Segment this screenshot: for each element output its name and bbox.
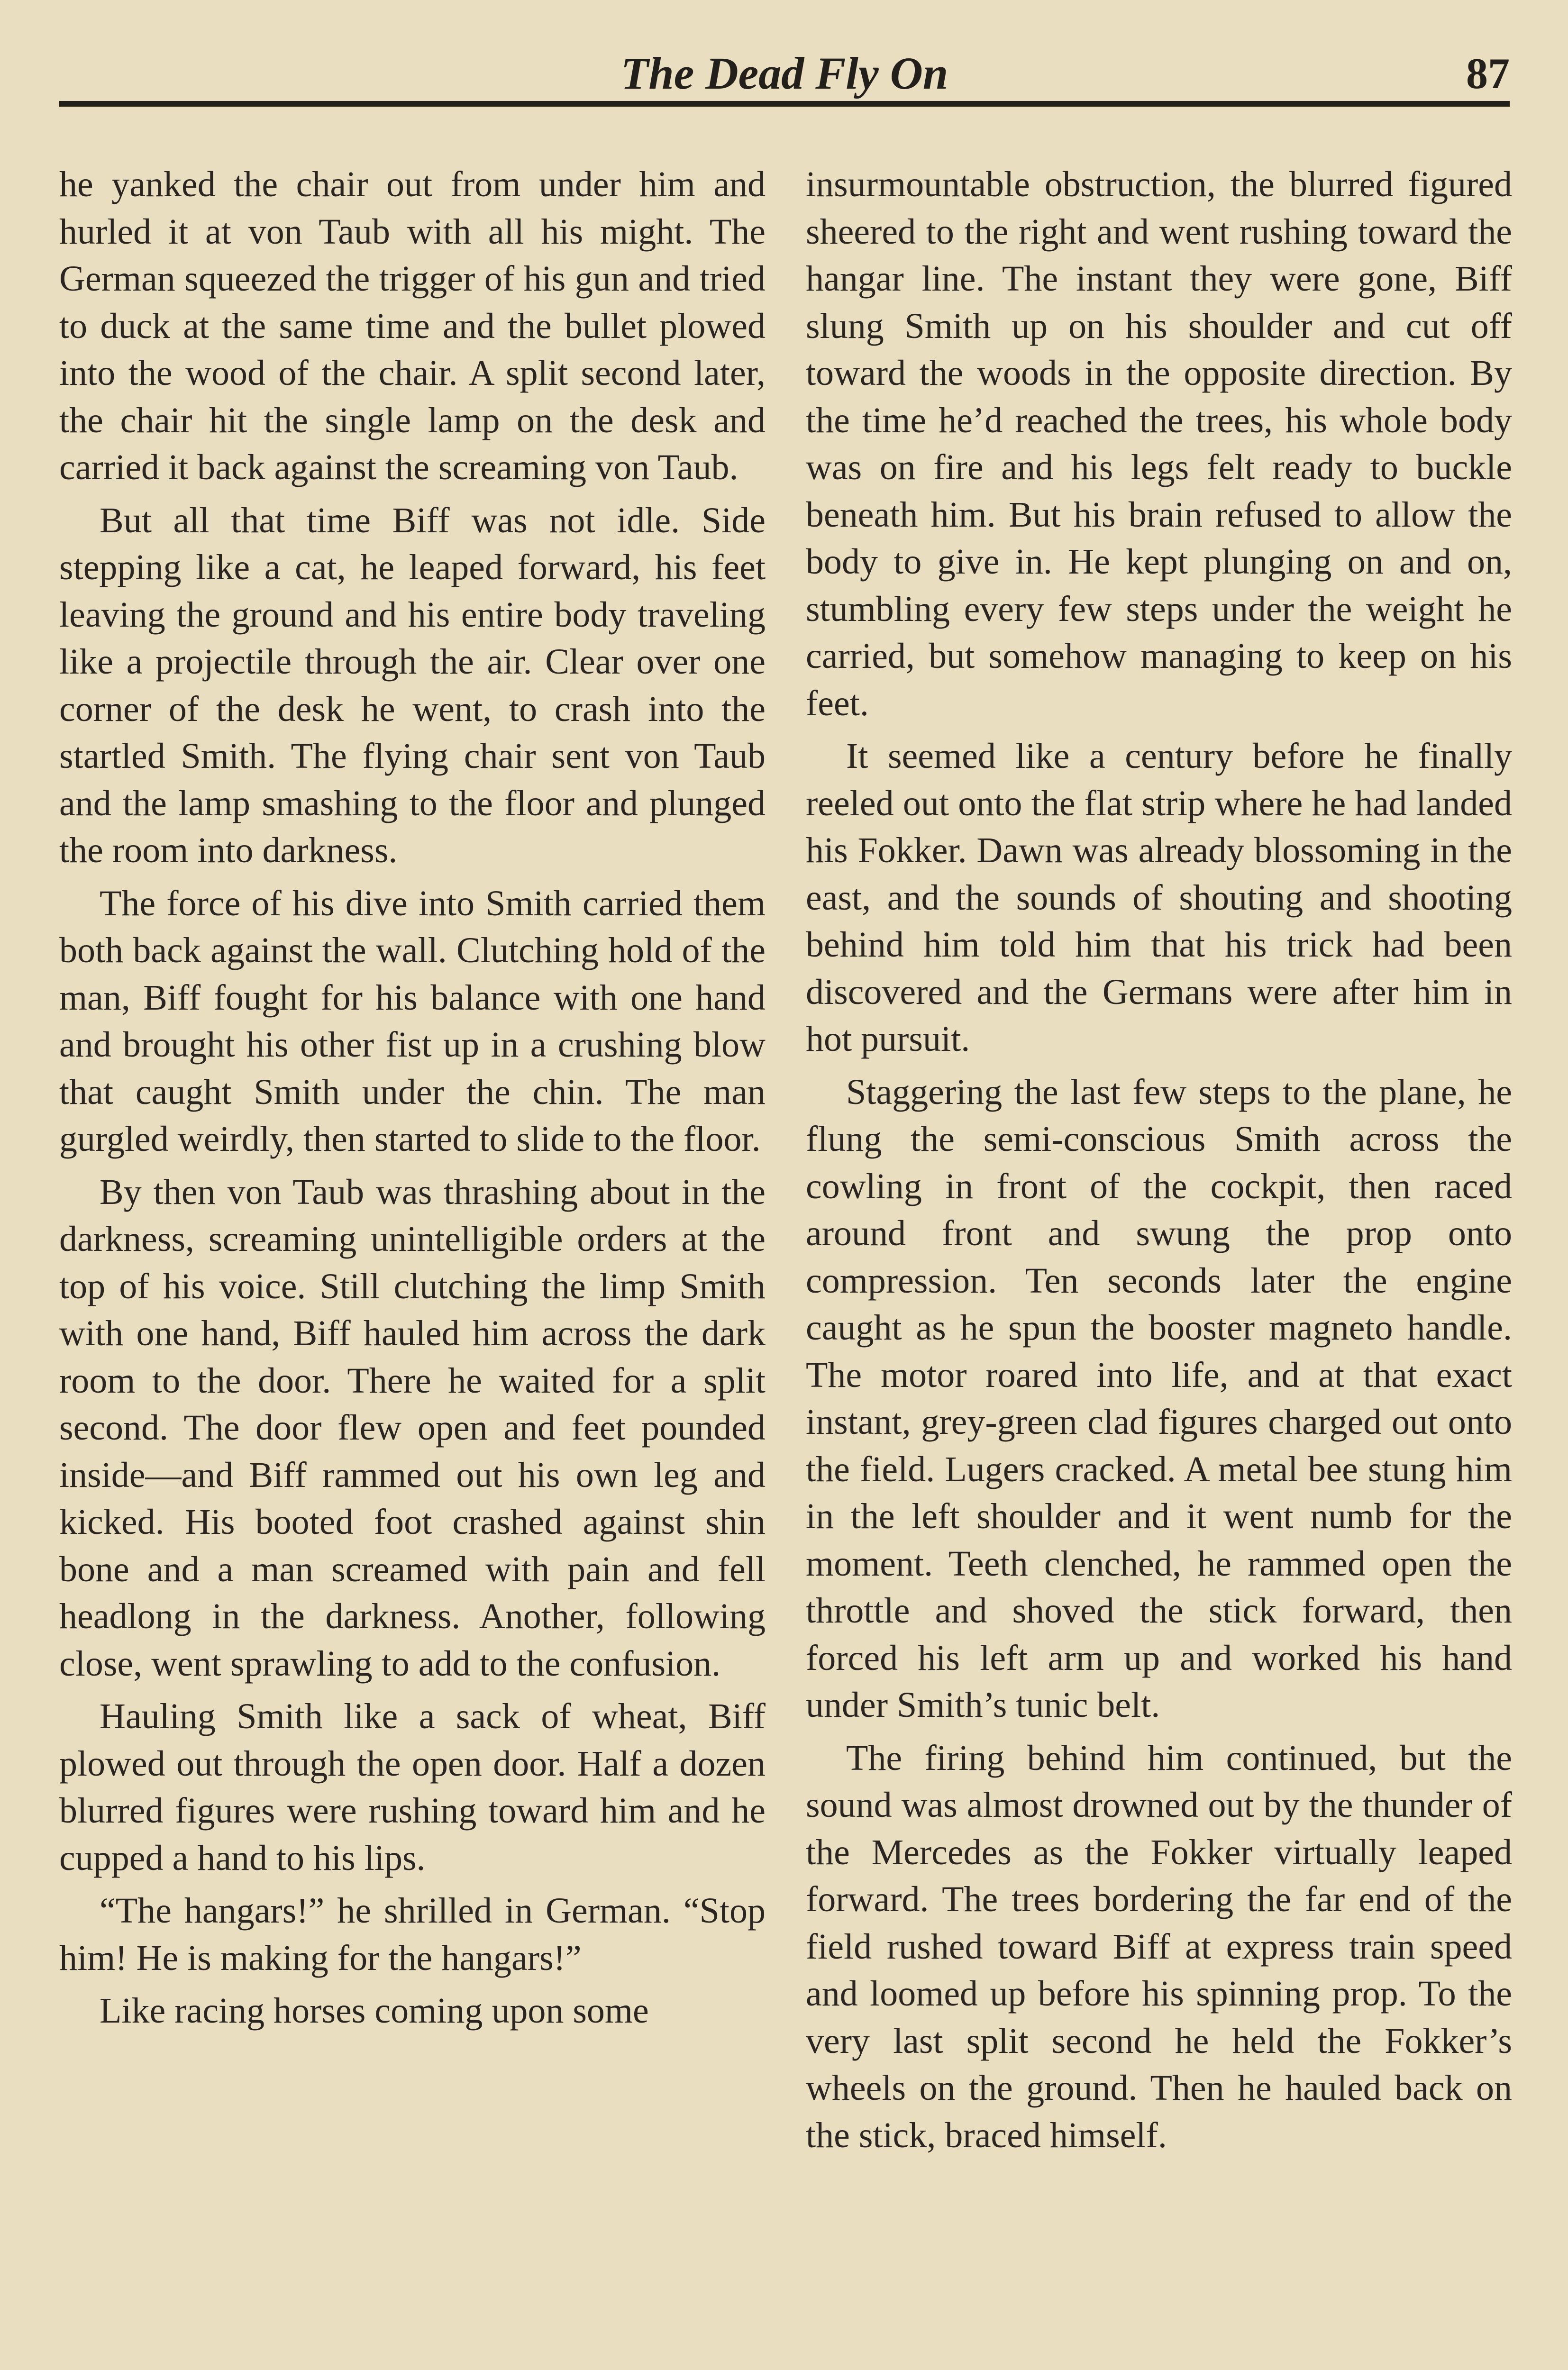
running-title: The Dead Fly On [620,48,948,99]
paragraph: But all that time Biff was not idle. Side stepping like a cat, he leaped forward, his feet leaving the ground and his entire body traveling like a projectile through the air. Clear over one corner of the desk he went, to crash into the startled Smith. The flying chair sent von Taub and the lamp smashing to the floor and plunged the room into darkness. [59,500,766,870]
right-column [806,161,1512,2370]
paragraph: Staggering the last few steps to the plane, he flung the semi-conscious Smith across the cowling in front of the cockpit, then raced around front and swung the prop onto compression. Ten seconds later the engine caught as he spun the booster magneto handle. The motor roared into life, and at that exact instant, grey-green clad figures charged out onto the field. Lugers cracked. A metal bee stung him in the left shoulder and it went numb for the moment. Teeth clenched, he rammed open the throttle and shoved the stick forward, then forced his left arm up and worked his hand under Smith’s tunic belt. [806,1072,1512,1725]
page-number: 87 [1466,49,1510,98]
paragraph: By then von Taub was thrashing about in the darkness, screaming unintelligible orders at the top of his voice. Still clutching the limp Smith with one hand, Biff hauled him across the dark room to the door. There he waited for a split second. The door flew open and feet pounded inside—and Biff rammed out his own leg and kicked. His booted foot crashed against shin bone and a man screamed with pain and fell headlong in the darkness. Another, following close, went sprawling to add to the confusion. [59,1172,766,1684]
header-rule [59,101,1510,107]
paragraph: insurmountable obstruction, the blurred figured sheered to the right and went rushing toward the hangar line. The instant they were gone, Biff slung Smith up on his shoulder and cut off toward the woods in the opposite direction. By the time he’d reached the trees, his whole body was on fire and his legs felt ready to buckle beneath him. But his brain refused to allow the body to give in. He kept plunging on and on, stumbling every few steps under the weight he carried, but somehow managing to keep on his feet. [806,164,1512,723]
paragraph: The firing behind him continued, but the sound was almost drowned out by the thunder of the Mercedes as the Fokker virtually leaped forward. The trees bordering the far end of the field rushed toward Biff at express train speed and loomed up before his spinning prop. To the very last split second he held the Fokker’s wheels on the ground. Then he hauled back on the stick, braced himself. [806,1738,1512,2155]
paragraph: The force of his dive into Smith carried them both back against the wall. Clutching hold of the man, Biff fought for his balance with one hand and brought his other fist up in a crushing blow that caught Smith under the chin. The man gurgled weirdly, then started to slide to the floor. [59,883,766,1159]
page-header [59,45,1510,102]
paragraph: It seemed like a century before he finally reeled out onto the flat strip where he had landed his Fokker. Dawn was already blossoming in the east, and the sounds of shouting and shooting behind him told him that his trick had been discovered and the Germans were after him in hot pursuit. [806,736,1512,1059]
paragraph: “The hangars!” he shrilled in German. “Stop him! He is making for the hangars!” [59,1891,766,1978]
left-column [59,161,766,2370]
paragraph: Like racing horses coming upon some [100,1991,649,2031]
paragraph: he yanked the chair out from under him and hurled it at von Taub with all his might. The German squeezed the trigger of his gun and tried to duck at the same time and the bullet plowed into the wood of the chair. A split second later, the chair hit the single lamp on the desk and carried it back against the screaming von Taub. [59,164,766,487]
paragraph: Hauling Smith like a sack of wheat, Biff plowed out through the open door. Half a dozen blurred figures were rushing toward him and he cupped a hand to his lips. [59,1696,766,1878]
